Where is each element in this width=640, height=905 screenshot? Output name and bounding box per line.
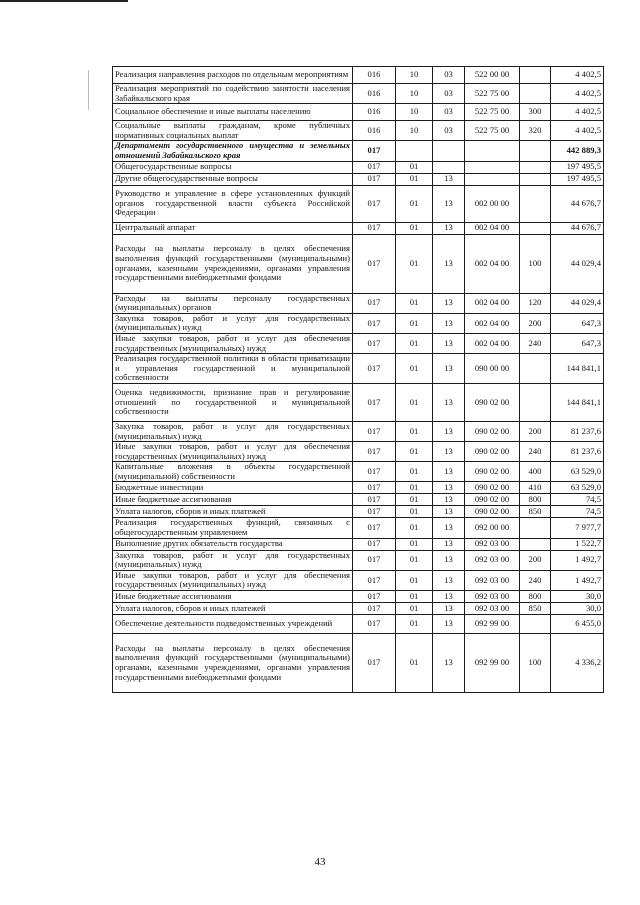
table-cell-name: Реализация мероприятий по содействию занятости населения Забайкальского края xyxy=(113,84,353,104)
table-cell-rz: 01 xyxy=(396,173,433,185)
table-cell-rz: 01 xyxy=(396,354,433,384)
table-cell-pr: 13 xyxy=(433,591,465,603)
table-cell-ved: 017 xyxy=(353,518,396,538)
table-cell-rz: 01 xyxy=(396,550,433,570)
table-cell-rz: 10 xyxy=(396,84,433,104)
page-number: 43 xyxy=(314,856,326,868)
table-cell-ved: 016 xyxy=(353,121,396,141)
table-row xyxy=(113,518,604,538)
table-cell-ved: 017 xyxy=(353,141,396,161)
table-cell-pr: 03 xyxy=(433,121,465,141)
table-cell-pr: 13 xyxy=(433,333,465,353)
table-cell-ved: 017 xyxy=(353,506,396,518)
table-cell-sum: 81 237,6 xyxy=(551,442,604,462)
table-cell-sum: 74,5 xyxy=(551,506,604,518)
table-cell-rz: 01 xyxy=(396,603,433,615)
table-cell-name: Оценка недвижимости, признание прав и регулирование отношений по государственной и муниципальной собственности xyxy=(113,383,353,421)
table-cell-vr xyxy=(520,354,551,384)
table-cell-vr: 800 xyxy=(520,494,551,506)
table-cell-sum: 4 402,5 xyxy=(551,67,604,84)
table-cell-pr: 13 xyxy=(433,442,465,462)
table-cell-vr xyxy=(520,173,551,185)
table-cell-csr: 002 04 00 xyxy=(465,293,520,313)
table-cell-pr: 13 xyxy=(433,538,465,550)
table-cell-name: Реализация направления расходов по отдельным мероприятиям xyxy=(113,67,353,84)
table-cell-vr xyxy=(520,383,551,421)
table-cell-ved: 017 xyxy=(353,333,396,353)
table-cell-vr: 320 xyxy=(520,121,551,141)
table-cell-ved: 016 xyxy=(353,67,396,84)
table-cell-pr: 13 xyxy=(433,550,465,570)
table-cell-sum: 44 029,4 xyxy=(551,293,604,313)
table-row xyxy=(113,482,604,494)
table-cell-name: Расходы на выплаты персоналу в целях обеспечения выполнения функций государственными (муниципальными) органами, казенными учреждениями, органами управления государственными внебюджетными фондами xyxy=(113,634,353,693)
table-cell-ved: 017 xyxy=(353,634,396,693)
table-cell-vr: 850 xyxy=(520,506,551,518)
table-cell-pr: 13 xyxy=(433,494,465,506)
table-row xyxy=(113,313,604,333)
table-cell-csr: 092 03 00 xyxy=(465,550,520,570)
table-cell-ved: 017 xyxy=(353,185,396,222)
table-cell-sum: 63 529,0 xyxy=(551,482,604,494)
table-row xyxy=(113,141,604,161)
budget-table-body xyxy=(113,67,604,693)
table-cell-pr: 13 xyxy=(433,506,465,518)
table-cell-pr: 03 xyxy=(433,67,465,84)
table-row xyxy=(113,538,604,550)
table-cell-csr: 002 00 00 xyxy=(465,185,520,222)
table-cell-ved: 017 xyxy=(353,615,396,634)
table-cell-sum: 30,0 xyxy=(551,603,604,615)
table-cell-csr: 092 03 00 xyxy=(465,603,520,615)
table-cell-csr xyxy=(465,141,520,161)
table-cell-pr: 13 xyxy=(433,462,465,482)
table-row xyxy=(113,550,604,570)
table-cell-ved: 017 xyxy=(353,482,396,494)
table-cell-ved: 017 xyxy=(353,313,396,333)
table-cell-rz: 01 xyxy=(396,494,433,506)
table-cell-csr: 092 03 00 xyxy=(465,591,520,603)
table-row xyxy=(113,67,604,84)
table-cell-vr: 240 xyxy=(520,333,551,353)
table-cell-name: Социальные выплаты гражданам, кроме публичных нормативных социальных выплат xyxy=(113,121,353,141)
table-cell-vr: 200 xyxy=(520,313,551,333)
table-cell-name: Общегосударственные вопросы xyxy=(113,161,353,173)
table-cell-rz: 01 xyxy=(396,462,433,482)
table-row xyxy=(113,634,604,693)
table-cell-sum: 44 676,7 xyxy=(551,185,604,222)
table-cell-pr: 13 xyxy=(433,518,465,538)
table-cell-vr: 800 xyxy=(520,591,551,603)
table-cell-rz: 01 xyxy=(396,333,433,353)
table-row xyxy=(113,222,604,234)
table-cell-pr: 13 xyxy=(433,603,465,615)
table-row xyxy=(113,494,604,506)
table-cell-name: Иные бюджетные ассигнования xyxy=(113,494,353,506)
table-cell-csr: 090 00 00 xyxy=(465,354,520,384)
table-cell-pr: 13 xyxy=(433,293,465,313)
table-cell-vr: 300 xyxy=(520,104,551,121)
table-cell-csr: 002 04 00 xyxy=(465,234,520,293)
table-cell-csr xyxy=(465,161,520,173)
table-row xyxy=(113,462,604,482)
table-cell-vr: 200 xyxy=(520,550,551,570)
table-cell-sum: 647,3 xyxy=(551,313,604,333)
table-cell-vr: 100 xyxy=(520,234,551,293)
table-cell-vr xyxy=(520,518,551,538)
table-cell-sum: 44 029,4 xyxy=(551,234,604,293)
table-cell-sum: 197 495,5 xyxy=(551,173,604,185)
table-cell-vr: 120 xyxy=(520,293,551,313)
table-cell-ved: 017 xyxy=(353,293,396,313)
table-cell-name: Социальное обеспечение и иные выплаты населению xyxy=(113,104,353,121)
table-cell-name: Руководство и управление в сфере установленных функций органов государственной власти субъекта Российской Федерации xyxy=(113,185,353,222)
table-cell-sum: 30,0 xyxy=(551,591,604,603)
table-cell-vr: 240 xyxy=(520,570,551,590)
budget-table xyxy=(112,66,604,693)
table-cell-pr xyxy=(433,161,465,173)
table-cell-rz: 01 xyxy=(396,185,433,222)
table-cell-rz: 01 xyxy=(396,482,433,494)
table-cell-pr: 13 xyxy=(433,383,465,421)
table-cell-ved: 017 xyxy=(353,550,396,570)
table-cell-vr xyxy=(520,538,551,550)
table-cell-vr xyxy=(520,222,551,234)
table-cell-rz: 01 xyxy=(396,506,433,518)
table-cell-name: Закупка товаров, работ и услуг для государственных (муниципальных) нужд xyxy=(113,313,353,333)
table-cell-name: Иные закупки товаров, работ и услуг для обеспечения государственных (муниципальных) нужд xyxy=(113,442,353,462)
table-cell-rz: 01 xyxy=(396,634,433,693)
table-cell-sum: 7 977,7 xyxy=(551,518,604,538)
table-row xyxy=(113,293,604,313)
table-cell-csr: 090 02 00 xyxy=(465,442,520,462)
table-cell-name: Иные закупки товаров, работ и услуг для обеспечения государственных (муниципальных) нужд xyxy=(113,333,353,353)
table-cell-csr: 090 02 00 xyxy=(465,421,520,441)
table-cell-ved: 017 xyxy=(353,421,396,441)
table-cell-pr: 13 xyxy=(433,421,465,441)
table-cell-vr: 850 xyxy=(520,603,551,615)
table-cell-csr: 002 04 00 xyxy=(465,313,520,333)
table-row xyxy=(113,383,604,421)
table-row xyxy=(113,173,604,185)
table-row xyxy=(113,161,604,173)
table-row xyxy=(113,506,604,518)
table-row xyxy=(113,603,604,615)
table-cell-csr: 092 03 00 xyxy=(465,538,520,550)
table-cell-name: Капитальные вложения в объекты государственной (муниципальной) собственности xyxy=(113,462,353,482)
table-cell-ved: 017 xyxy=(353,222,396,234)
table-cell-ved: 017 xyxy=(353,570,396,590)
table-cell-ved: 016 xyxy=(353,84,396,104)
table-cell-csr: 522 75 00 xyxy=(465,121,520,141)
table-cell-vr xyxy=(520,84,551,104)
table-cell-rz: 01 xyxy=(396,421,433,441)
table-cell-rz: 10 xyxy=(396,104,433,121)
table-cell-ved: 017 xyxy=(353,462,396,482)
table-cell-name: Реализация государственных функций, связанных с общегосударственным управлением xyxy=(113,518,353,538)
table-cell-vr: 400 xyxy=(520,462,551,482)
table-cell-csr: 090 02 00 xyxy=(465,482,520,494)
table-cell-rz: 01 xyxy=(396,313,433,333)
table-row xyxy=(113,421,604,441)
table-cell-csr: 522 00 00 xyxy=(465,67,520,84)
table-cell-rz: 10 xyxy=(396,121,433,141)
table-cell-sum: 144 841,1 xyxy=(551,354,604,384)
table-cell-sum: 44 676,7 xyxy=(551,222,604,234)
table-cell-ved: 016 xyxy=(353,104,396,121)
table-cell-sum: 74,5 xyxy=(551,494,604,506)
table-cell-csr: 092 00 00 xyxy=(465,518,520,538)
table-cell-vr: 100 xyxy=(520,634,551,693)
table-cell-vr xyxy=(520,185,551,222)
table-cell-sum: 4 402,5 xyxy=(551,104,604,121)
table-cell-csr: 092 99 00 xyxy=(465,615,520,634)
table-cell-pr: 13 xyxy=(433,354,465,384)
table-cell-name: Иные закупки товаров, работ и услуг для обеспечения государственных (муниципальных) нужд xyxy=(113,570,353,590)
table-cell-sum: 442 889,3 xyxy=(551,141,604,161)
table-cell-sum: 1 522,7 xyxy=(551,538,604,550)
table-cell-name: Реализация государственной политики в области приватизации и управления государственной и муниципальной собственности xyxy=(113,354,353,384)
table-cell-csr: 090 02 00 xyxy=(465,462,520,482)
table-cell-csr: 522 75 00 xyxy=(465,104,520,121)
table-cell-rz: 01 xyxy=(396,383,433,421)
table-cell-name: Департамент государственного имущества и земельных отношений Забайкальского края xyxy=(113,141,353,161)
table-cell-ved: 017 xyxy=(353,173,396,185)
table-cell-rz: 01 xyxy=(396,442,433,462)
table-cell-name: Центральный аппарат xyxy=(113,222,353,234)
table-cell-name: Бюджетные инвестиции xyxy=(113,482,353,494)
table-cell-csr: 002 04 00 xyxy=(465,222,520,234)
table-cell-sum: 81 237,6 xyxy=(551,421,604,441)
table-cell-name: Закупка товаров, работ и услуг для государственных (муниципальных) нужд xyxy=(113,550,353,570)
table-cell-name: Обеспечение деятельности подведомственных учреждений xyxy=(113,615,353,634)
table-cell-name: Уплата налогов, сборов и иных платежей xyxy=(113,506,353,518)
table-row xyxy=(113,84,604,104)
table-cell-pr: 13 xyxy=(433,570,465,590)
table-cell-vr xyxy=(520,141,551,161)
table-cell-csr: 090 02 00 xyxy=(465,494,520,506)
table-cell-rz: 10 xyxy=(396,67,433,84)
table-cell-name: Иные бюджетные ассигнования xyxy=(113,591,353,603)
table-cell-vr: 200 xyxy=(520,421,551,441)
table-cell-sum: 4 336,2 xyxy=(551,634,604,693)
table-cell-pr: 03 xyxy=(433,104,465,121)
table-cell-pr xyxy=(433,141,465,161)
table-cell-vr: 410 xyxy=(520,482,551,494)
table-cell-pr: 13 xyxy=(433,615,465,634)
table-cell-sum: 4 402,5 xyxy=(551,121,604,141)
table-cell-ved: 017 xyxy=(353,603,396,615)
table-row xyxy=(113,185,604,222)
table-row xyxy=(113,354,604,384)
table-cell-ved: 017 xyxy=(353,234,396,293)
table-cell-name: Выполнение других обязательств государства xyxy=(113,538,353,550)
table-cell-pr: 03 xyxy=(433,84,465,104)
table-row xyxy=(113,615,604,634)
table-cell-ved: 017 xyxy=(353,442,396,462)
table-cell-rz: 01 xyxy=(396,161,433,173)
table-cell-name: Уплата налогов, сборов и иных платежей xyxy=(113,603,353,615)
table-row xyxy=(113,104,604,121)
table-row xyxy=(113,333,604,353)
table-cell-csr: 002 04 00 xyxy=(465,333,520,353)
table-cell-rz: 01 xyxy=(396,293,433,313)
table-cell-rz: 01 xyxy=(396,570,433,590)
table-cell-sum: 144 841,1 xyxy=(551,383,604,421)
table-cell-ved: 017 xyxy=(353,383,396,421)
table-row xyxy=(113,442,604,462)
table-cell-sum: 1 492,7 xyxy=(551,550,604,570)
table-cell-rz: 01 xyxy=(396,222,433,234)
table-cell-sum: 197 495,5 xyxy=(551,161,604,173)
table-cell-csr xyxy=(465,173,520,185)
table-cell-name: Закупка товаров, работ и услуг для государственных (муниципальных) нужд xyxy=(113,421,353,441)
table-cell-rz xyxy=(396,141,433,161)
table-cell-sum: 6 455,0 xyxy=(551,615,604,634)
table-cell-pr: 13 xyxy=(433,222,465,234)
table-cell-sum: 63 529,0 xyxy=(551,462,604,482)
table-cell-vr xyxy=(520,161,551,173)
top-rule xyxy=(0,0,128,2)
table-cell-rz: 01 xyxy=(396,591,433,603)
table-cell-vr xyxy=(520,615,551,634)
table-cell-ved: 017 xyxy=(353,591,396,603)
table-cell-pr: 13 xyxy=(433,634,465,693)
table-cell-csr: 092 03 00 xyxy=(465,570,520,590)
table-cell-rz: 01 xyxy=(396,615,433,634)
table-cell-csr: 090 02 00 xyxy=(465,383,520,421)
table-cell-ved: 017 xyxy=(353,494,396,506)
table-cell-ved: 017 xyxy=(353,354,396,384)
table-cell-rz: 01 xyxy=(396,518,433,538)
table-cell-csr: 092 99 00 xyxy=(465,634,520,693)
table-cell-vr: 240 xyxy=(520,442,551,462)
table-cell-sum: 1 492,7 xyxy=(551,570,604,590)
table-cell-sum: 4 402,5 xyxy=(551,84,604,104)
table-cell-csr: 090 02 00 xyxy=(465,506,520,518)
table-row xyxy=(113,234,604,293)
table-cell-name: Расходы на выплаты персоналу государственных (муниципальных) органов xyxy=(113,293,353,313)
table-row xyxy=(113,591,604,603)
margin-mark xyxy=(88,70,89,110)
table-cell-ved: 017 xyxy=(353,161,396,173)
table-cell-pr: 13 xyxy=(433,173,465,185)
table-cell-pr: 13 xyxy=(433,313,465,333)
table-cell-vr xyxy=(520,67,551,84)
table-row xyxy=(113,121,604,141)
table-cell-rz: 01 xyxy=(396,538,433,550)
table-cell-pr: 13 xyxy=(433,234,465,293)
table-cell-name: Другие общегосударственные вопросы xyxy=(113,173,353,185)
table-row xyxy=(113,570,604,590)
table-cell-ved: 017 xyxy=(353,538,396,550)
table-cell-name: Расходы на выплаты персоналу в целях обеспечения выполнения функций государственными (муниципальными) органами, казенными учреждениями, органами управления государственными внебюджетными фондами xyxy=(113,234,353,293)
table-cell-rz: 01 xyxy=(396,234,433,293)
table-cell-sum: 647,3 xyxy=(551,333,604,353)
table-cell-pr: 13 xyxy=(433,482,465,494)
table-cell-csr: 522 75 00 xyxy=(465,84,520,104)
table-cell-pr: 13 xyxy=(433,185,465,222)
